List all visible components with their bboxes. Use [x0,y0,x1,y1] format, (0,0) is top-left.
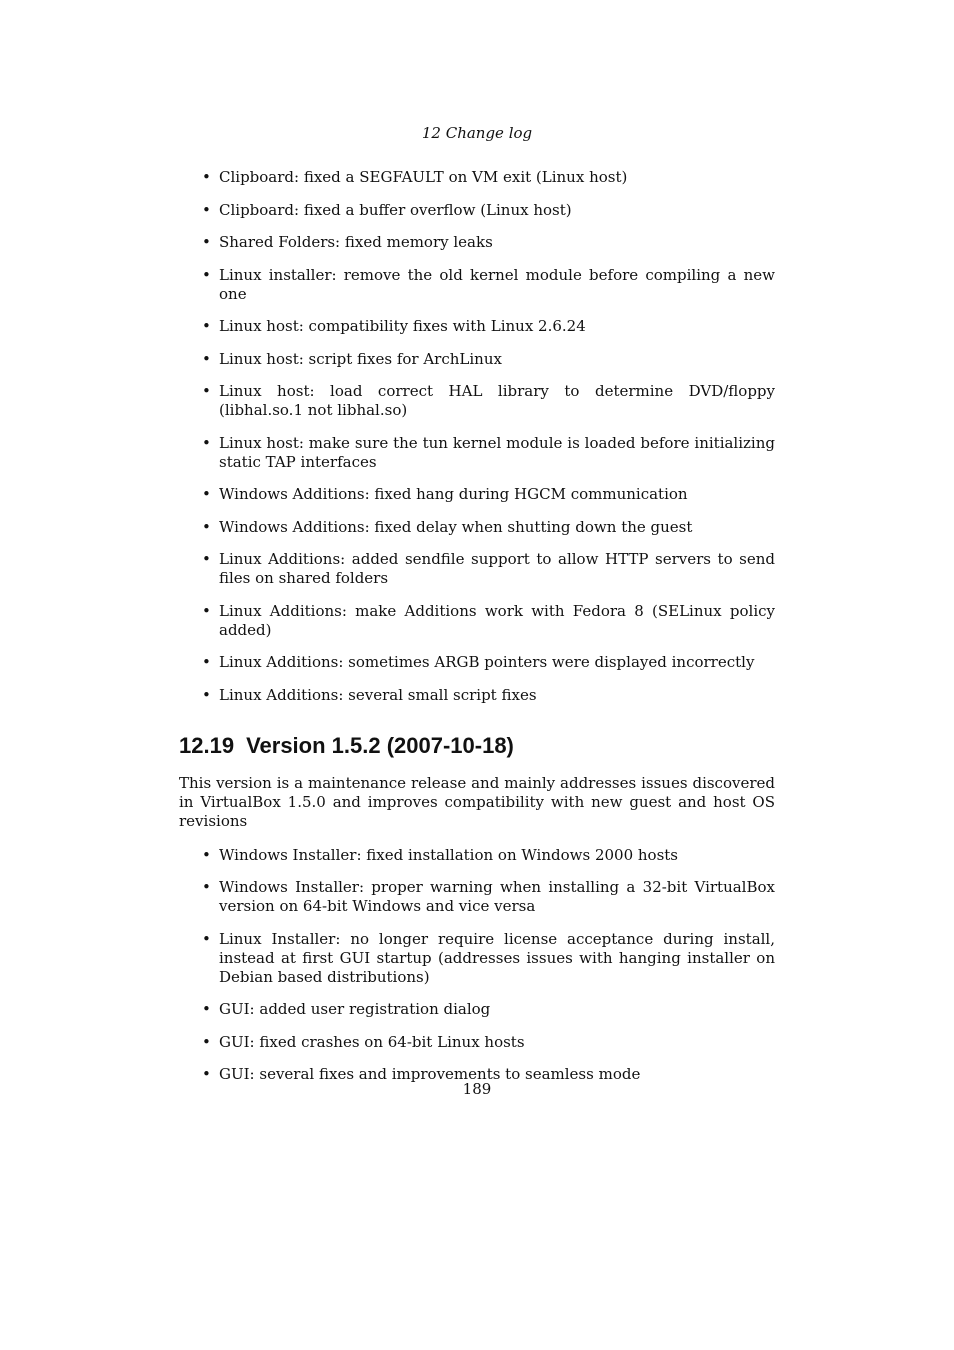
list-item: • GUI: added user registration dialog [202,1000,491,1018]
page-number: 189 [462,1080,492,1098]
list-item: • Linux Installer: no longer require license acceptance during install, instead at first GUI startup (addresses issues with hanging installer on Debian based distributions) [202,929,775,986]
bullet-icon: • [202,845,211,864]
bullet-icon: • [202,878,211,896]
list-item: • Linux Additions: make Additions work with Fedora 8 (SELinux policy added) [202,601,775,639]
list-item: • Linux Additions: sometimes ARGB pointers were displayed incorrectly [202,653,755,671]
list-item: • Clipboard: fixed a buffer overflow (Linux host) [202,200,572,219]
bullet-icon: • [202,317,211,335]
bullet-icon: • [202,382,211,400]
bullet-icon: • [202,200,211,219]
list-item: • GUI: several fixes and improvements to seamless mode [202,1065,641,1083]
section-number: 12.19 [179,732,235,758]
bullet-icon: • [202,233,211,251]
bullet-icon: • [202,433,211,452]
list-item: • Linux host: load correct HAL library to determine DVD/floppy (libhal.so.1 not libhal.so) [202,382,775,419]
bullet-icon: • [202,517,211,536]
bullet-icon: • [202,929,211,948]
list-item: • Windows Additions: fixed delay when shutting down the guest [202,517,693,536]
list-item: • Windows Additions: fixed hang during HGCM communication [202,485,688,503]
bullet-icon: • [202,601,211,620]
bullet-icon: • [202,485,211,503]
bullet-icon: • [202,685,211,704]
section-title: Version 1.5.2 (2007-10-18) [246,732,514,758]
bullet-icon: • [202,1000,211,1018]
list-item: • Windows Installer: proper warning when installing a 32-bit VirtualBox version on 64-bit Windows and vice versa [202,878,775,915]
list-item: • Linux Additions: added sendfile support to allow HTTP servers to send files on shared folders [202,550,775,587]
page-content [179,168,775,1098]
bullet-icon: • [202,653,211,671]
list-item: • Linux installer: remove the old kernel module before compiling a new one [202,265,775,303]
bullet-icon: • [202,168,211,186]
bullet-icon: • [202,550,211,568]
list-item: • Linux host: compatibility fixes with Linux 2.6.24 [202,317,586,335]
bullet-icon: • [202,1032,211,1051]
running-header: 12 Change log [421,124,533,142]
changelog-list-1.5.2 [179,846,775,1085]
list-item: • Linux Additions: several small script fixes [202,685,537,704]
list-item: • GUI: fixed crashes on 64-bit Linux hosts [202,1032,525,1051]
bullet-icon: • [202,349,211,368]
section-intro: This version is a maintenance release and mainly addresses issues discovered in VirtualBox 1.5.0 and improves compatibility with new guest and host OS revisions [179,773,775,830]
list-item: • Windows Installer: fixed installation on Windows 2000 hosts [202,845,678,864]
list-item: • Shared Folders: fixed memory leaks [202,233,493,251]
list-item: • Linux host: script fixes for ArchLinux [202,349,502,368]
bullet-icon: • [202,1065,211,1083]
list-item: • Clipboard: fixed a SEGFAULT on VM exit (Linux host) [202,168,628,186]
list-item: • Linux host: make sure the tun kernel module is loaded before initializing static TAP interfaces [202,433,775,471]
bullet-icon: • [202,265,211,284]
changelog-list-1.5.3 [179,168,775,705]
section-heading [179,732,775,760]
